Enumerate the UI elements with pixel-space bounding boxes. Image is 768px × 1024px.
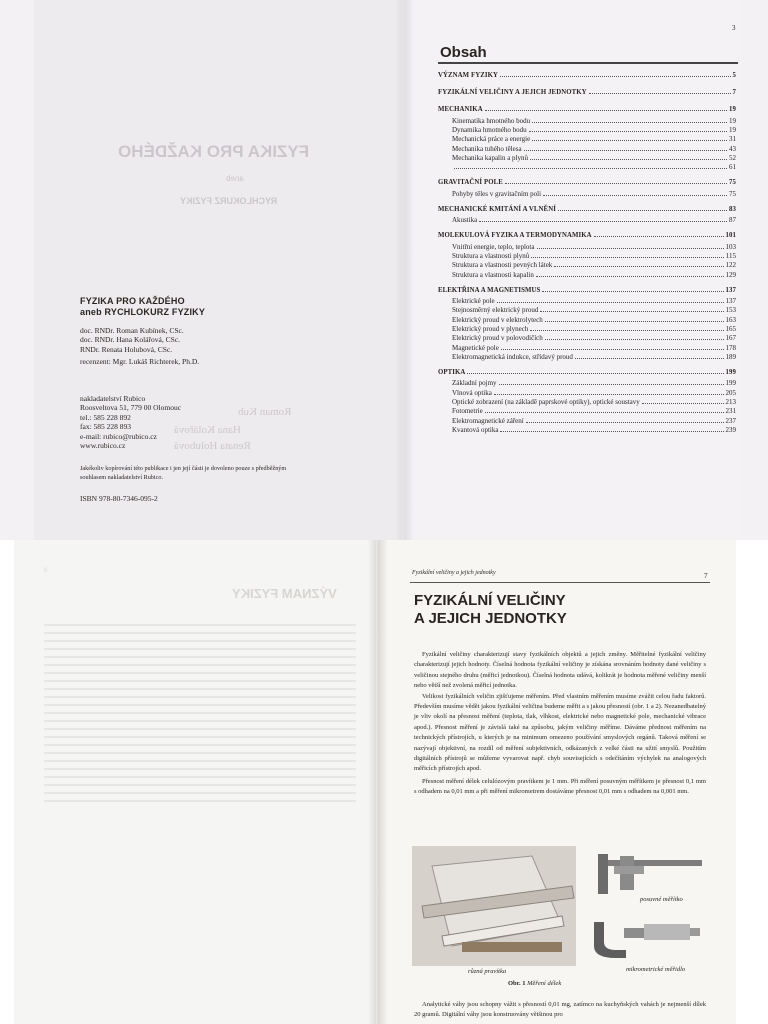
toc-page: 237 — [725, 416, 736, 425]
toc-label: GRAVITAČNÍ POLE — [438, 179, 503, 187]
toc-leader — [479, 220, 727, 222]
toc-section — [438, 369, 736, 376]
toc-page: 137 — [725, 286, 736, 294]
bleed-text-block — [44, 618, 356, 808]
paragraph-2: Velikost fyzikálních veličin zjišťujeme měřením. Před vlastním měřením musíme zvážit celou řadu faktorů. Především musíme vědět jakou fyzikální veličina budeme měřit a s jakou přesností (obr. 1 a 2). Nezanedbatelný je vliv okolí na přesnost měření (teplota, tlak, vlhkost, elektrické nebo magnetické pole, mechanické vibrace apod.). Přesnost měření je závislá také na způsobu, jakým veličiny měříme. Dáváme přednost měřením na technických přístrojích, u kterých je na minimum omezeno používání smyslových orgánů. Taková měření se nazývají objektivní, na rozdíl od měření subjektivních, odkázaných z velké části na užití smyslů. Použitím digitálních přístrojů se můžeme vyvarovat např. chyb souvisejících s odečítáním výchylek na analogových měřicích přístrojích apod. — [414, 692, 706, 773]
publisher-tel: tel.: 585 228 892 — [80, 412, 131, 422]
bleed-name-1: Roman Kub — [238, 406, 292, 418]
toc-section — [438, 89, 736, 96]
toc-page: 129 — [725, 270, 736, 279]
toc-subentry — [452, 389, 736, 397]
publisher-email: e-mail: rubico@rubico.cz — [80, 431, 157, 441]
toc-label: Pohyby těles v gravitačním poli — [452, 189, 542, 198]
toc-leader — [554, 265, 723, 267]
toc-label: Magnetické pole — [452, 343, 499, 352]
toc-subentry — [452, 190, 736, 198]
toc-leader — [594, 235, 724, 237]
running-head: Fyzikální veličiny a jejich jednotky — [412, 570, 496, 576]
toc-leader — [485, 109, 727, 111]
toc-label: Optické zobrazení (na základě paprskové optiky), optické soustavy — [452, 397, 640, 406]
header-rule — [410, 582, 710, 583]
toc-label: ELEKTŘINA A MAGNETISMUS — [438, 286, 541, 294]
chapter-title-line1: FYZIKÁLNÍ VELIČINY — [414, 592, 566, 609]
toc-page: 75 — [729, 179, 736, 187]
toc-page: 153 — [725, 306, 736, 315]
toc-subentry — [452, 379, 736, 387]
toc-subentry — [452, 353, 736, 361]
toc-page: 19 — [729, 125, 736, 134]
toc-section — [438, 206, 736, 213]
toc-label: Elektrické pole — [452, 297, 495, 305]
toc-subentry — [452, 417, 736, 425]
toc-section — [438, 179, 736, 186]
toc-page: 83 — [729, 205, 736, 213]
toc-leader — [499, 383, 724, 385]
chapter-title-line2: A JEJICH JEDNOTKY — [414, 610, 567, 627]
toc-leader — [494, 393, 724, 395]
toc-page: 43 — [729, 144, 736, 153]
toc-label: Mechanika tuhého tělesa — [452, 144, 522, 153]
toc-label: Stejnosměrný elektrický proud — [452, 306, 539, 315]
toc-subentry — [452, 325, 736, 333]
toc-section — [438, 287, 736, 294]
reviewer: recenzent: Mgr. Lukáš Richterek, Ph.D. — [80, 357, 200, 367]
toc-leader — [529, 130, 727, 132]
toc-label: MECHANIKA — [438, 106, 483, 114]
author-1: doc. RNDr. Roman Kubínek, CSc. — [80, 326, 184, 335]
calipers-illustration — [586, 850, 704, 898]
imprint-title-line1: FYZIKA PRO KAŽDÉHO — [80, 296, 185, 306]
toc-leader — [500, 430, 723, 432]
toc-leader — [505, 182, 727, 184]
toc-leader — [545, 320, 724, 322]
toc-label: VÝZNAM FYZIKY — [438, 72, 499, 79]
toc-page: 19 — [729, 116, 736, 125]
rulers-photo — [412, 846, 576, 966]
toc-title-rule — [438, 62, 738, 64]
bottom-gutter — [368, 540, 388, 1024]
toc-leader — [540, 310, 723, 312]
caption-micrometer: mikrometrické měřidlo — [626, 966, 686, 973]
toc-label: Fotometrie — [452, 407, 483, 416]
bleed-sub2: RYCHLOKURZ FYZIKY — [180, 196, 278, 206]
toc-label: Mechanika kapalin a plynů — [452, 153, 529, 162]
toc-page: 167 — [725, 334, 736, 343]
bleed-name-2: Hana Kolářová — [174, 424, 241, 436]
toc-leader — [532, 139, 727, 141]
toc-subentry — [452, 306, 736, 314]
bottom-paragraph — [414, 1000, 706, 1021]
author-3: RNDr. Renata Holubová, CSc. — [80, 344, 173, 354]
toc-page: 189 — [725, 352, 736, 361]
micrometer-illustration — [586, 912, 704, 966]
toc-label: OPTIKA — [438, 369, 466, 377]
toc-label: MOLEKULOVÁ FYZIKA A TERMODYNAMIKA — [438, 232, 592, 240]
toc-subentry — [452, 216, 736, 224]
toc-label: MECHANICKÉ KMITÁNÍ A VLNĚNÍ — [438, 205, 556, 213]
lower-left-page-number: 6 — [44, 568, 48, 574]
imprint-authors — [80, 326, 199, 367]
toc-page: 163 — [725, 315, 736, 324]
bleed-name-3: Renata Holubová — [174, 440, 251, 452]
toc-page: 137 — [725, 297, 736, 305]
toc-leader — [530, 158, 727, 160]
paragraph-3: Přesnost měření délek celulózovým pravítkem je 1 mm. Při měření posuvným měřítkem je přesnost 0,1 mm s odhadem na 0,01 mm a při měření mikrometrem dostáváme přesnost 0,01 mm s odhadem na 0,001 mm. — [414, 777, 706, 796]
toc-page: 5 — [732, 72, 736, 79]
toc-label: Akustika — [452, 216, 478, 225]
toc-leader — [501, 348, 724, 350]
toc-page: 122 — [725, 261, 736, 270]
imprint-publisher — [80, 394, 181, 450]
toc-page: 205 — [725, 388, 736, 397]
toc-leader — [558, 209, 727, 211]
bleed-heading: VÝZNAM FYZIKY — [232, 586, 337, 601]
toc-subentry — [452, 163, 736, 171]
toc-leader — [575, 357, 724, 359]
rulers-illustration — [412, 846, 576, 966]
chapter-page-number: 7 — [704, 572, 708, 580]
toc-page: 103 — [725, 242, 736, 251]
publisher-address: Roosveltova 51, 779 00 Olomouc — [80, 403, 182, 413]
toc-label: Elektrický proud v polovodičích — [452, 334, 543, 343]
toc-label: Struktura a vlastnosti plynů — [452, 251, 530, 260]
toc-leader — [542, 290, 723, 292]
toc-page: 52 — [729, 153, 736, 162]
toc-subentry — [452, 117, 736, 125]
imprint-title — [80, 296, 205, 318]
paragraph-1: Fyzikální veličiny charakterizují stavy fyzikálních objektů a jejich změny. Měřitelné fyzikální veličiny charakterizují jejich hodnoty. Číselná hodnota fyzikální veličiny je získána srovnáním hodnoty dané veličiny s veličinou stejného druhu (měřicí jednotkou). Číselná hodnota udává, kolikrát je hodnota měřené veličiny menší nebo větší než zvolená měřicí jednotka. — [414, 651, 706, 690]
author-2: doc. RNDr. Hana Kolářová, CSc. — [80, 335, 180, 345]
toc-subentry — [452, 145, 736, 153]
caption-calipers: posuvné měřítko — [640, 896, 683, 903]
toc-leader — [530, 329, 723, 331]
toc-subentry — [452, 154, 736, 162]
toc-section — [438, 232, 736, 239]
toc-leader — [467, 372, 723, 374]
bleed-title: FYZIKA PRO KAŽDÉHO — [118, 142, 310, 161]
toc-subentry — [452, 426, 736, 434]
toc-page: 213 — [725, 397, 736, 406]
toc-page: 101 — [725, 232, 736, 240]
publisher-web: www.rubico.cz — [80, 441, 126, 451]
toc-subentry — [452, 135, 736, 143]
chapter-title — [414, 592, 567, 628]
toc-label: Dynamika hmotného bodu — [452, 125, 527, 134]
caption-rulers: různá pravítka — [468, 968, 507, 975]
toc-label: Elektromagnetická indukce, střídavý proud — [452, 352, 573, 361]
toc-label: Elektrický proud v elektrolytech — [452, 315, 543, 324]
imprint-page — [34, 0, 402, 540]
toc-page: 115 — [725, 251, 736, 260]
toc-page: 199 — [725, 369, 736, 377]
toc-subentry — [452, 344, 736, 352]
toc-subentry — [452, 252, 736, 260]
toc-leader — [532, 121, 727, 123]
toc-page: 87 — [729, 216, 736, 225]
toc-label: Kvantová optika — [452, 425, 499, 434]
toc-section — [438, 72, 736, 79]
toc-section — [438, 106, 736, 113]
toc-page: 31 — [729, 135, 736, 144]
toc-page: 165 — [725, 324, 736, 333]
toc-leader — [526, 421, 724, 423]
toc-label: Elektromagnetické záření — [452, 416, 524, 425]
publisher-fax: fax: 585 228 893 — [80, 422, 132, 432]
toc-label: Elektrický proud v plynech — [452, 324, 529, 333]
toc-label: Kinematika hmotného bodu — [452, 116, 531, 125]
toc-leader — [485, 411, 724, 413]
toc-leader — [524, 149, 727, 151]
toc-leader — [545, 338, 724, 340]
toc-page: 75 — [729, 189, 736, 198]
toc-leader — [500, 75, 730, 77]
toc-leader — [536, 275, 724, 277]
toc-leader — [543, 194, 727, 196]
chapter-body — [414, 650, 706, 798]
toc-subentry — [452, 398, 736, 406]
isbn: ISBN 978-80-7346-095-2 — [80, 494, 158, 503]
toc-subentry — [452, 297, 736, 305]
toc-label: Vnitřní energie, teplo, teplota — [452, 242, 535, 251]
toc-subentry — [452, 271, 736, 279]
figure-caption — [508, 980, 561, 987]
toc-label: Struktura a vlastnosti kapalin — [452, 270, 534, 279]
toc-leader — [589, 92, 731, 94]
toc-page: 7 — [732, 89, 736, 97]
toc-page-number: 3 — [732, 24, 736, 32]
toc-label: Struktura a vlastnosti pevných látek — [452, 261, 553, 270]
top-gutter — [396, 0, 414, 540]
toc-title: Obsah — [440, 44, 487, 61]
figure-label: Obr. 1 — [508, 980, 526, 987]
toc-subentry — [452, 334, 736, 342]
toc-subentry — [452, 243, 736, 251]
toc-subentry — [452, 126, 736, 134]
figure-title: Měření délek — [527, 980, 562, 987]
toc-leader — [497, 301, 724, 303]
publisher-name: nakladatelství Rubico — [80, 394, 146, 403]
bottom-text: Analytické váhy jsou schopny vážit s přesností 0,01 mg, zatímco na kuchyňských vahách je nejmenší dílek 20 gramů. Digitální váhy jsou konstruovány většinou pro — [414, 1001, 706, 1019]
toc-leader — [537, 247, 724, 249]
toc-subentry — [452, 316, 736, 324]
toc-page: 178 — [725, 343, 736, 352]
toc-page: 231 — [725, 407, 736, 416]
toc-page: 239 — [725, 425, 736, 434]
imprint-title-line2: aneb RYCHLOKURZ FYZIKY — [80, 307, 206, 317]
toc-label: Základní pojmy — [452, 379, 497, 388]
toc-subentry — [452, 407, 736, 415]
toc-label: FYZIKÁLNÍ VELIČINY A JEJICH JEDNOTKY — [438, 89, 587, 97]
toc-leader — [642, 402, 724, 404]
toc-label: Vlnová optika — [452, 388, 492, 397]
toc-leader — [531, 256, 724, 258]
bleed-sub: aneb — [226, 174, 244, 183]
toc-leader — [454, 167, 727, 169]
toc-label: Mechanická práce a energie — [452, 135, 531, 144]
toc-page: 199 — [725, 379, 736, 388]
toc-page: 19 — [729, 106, 736, 114]
toc-subentry — [452, 261, 736, 269]
copyright-note: Jakékoliv kopírování této publikace i jen její části je dovoleno pouze s předběžným souhlasem nakladatelství Rubico. — [80, 465, 287, 481]
toc-page: 61 — [729, 163, 736, 172]
